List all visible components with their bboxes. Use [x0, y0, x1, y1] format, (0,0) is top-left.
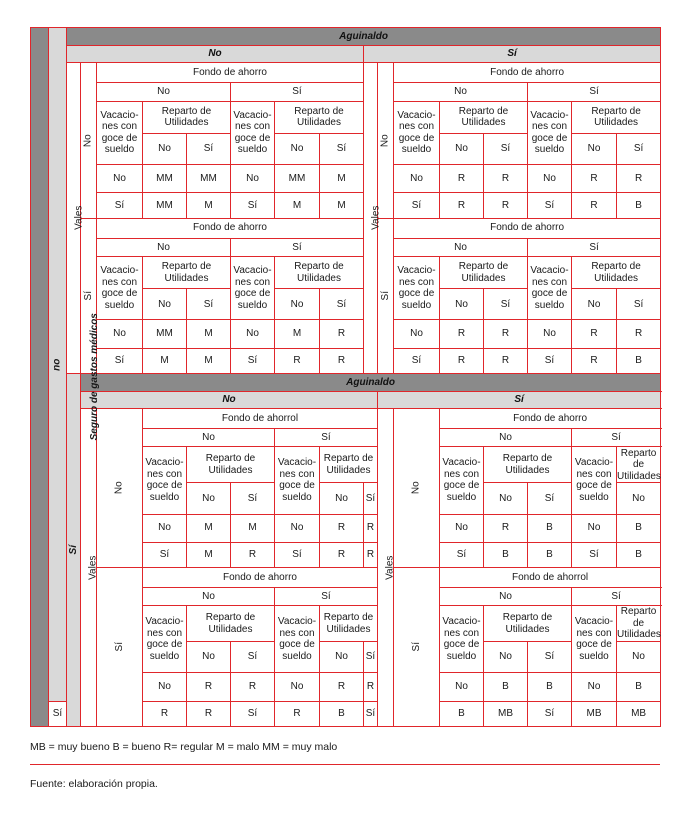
- table-cell: R: [440, 348, 484, 373]
- fondo-si-header: Sí: [572, 588, 661, 606]
- rotated-label: No: [82, 134, 94, 147]
- table-cell: R: [275, 701, 320, 726]
- evaluation-table: [30, 27, 661, 727]
- reparto-option: No: [572, 289, 617, 320]
- reparto-option: Sí: [364, 483, 378, 514]
- table-cell: Sí: [97, 193, 143, 218]
- table-cell: No: [528, 320, 572, 348]
- table-cell: Sí: [97, 348, 143, 373]
- fondo-si-header: Sí: [572, 429, 661, 447]
- reparto-header: Reparto de Utilidades: [617, 606, 661, 641]
- table-cell: R: [617, 320, 661, 348]
- table-cell: No: [275, 673, 320, 701]
- reparto-option: Sí: [528, 642, 572, 673]
- table-cell: R: [231, 542, 275, 567]
- table-cell: Sí: [528, 348, 572, 373]
- table-cell: R: [484, 320, 528, 348]
- vacaciones-header: Vacacio-nes con goce de sueldo: [440, 447, 484, 514]
- reparto-option: Sí: [320, 133, 364, 164]
- table-cell: Sí: [394, 193, 440, 218]
- table-cell: No: [572, 514, 617, 542]
- reparto-header: Reparto de Utilidades: [440, 101, 528, 133]
- table-cell: No: [528, 165, 572, 193]
- block-side-label: [49, 28, 67, 702]
- table-cell: R: [484, 165, 528, 193]
- table-cell: B: [484, 542, 528, 567]
- table-cell: No: [231, 165, 275, 193]
- table-cell: MM: [143, 165, 187, 193]
- rotated-label: Sí: [379, 290, 391, 301]
- aguinaldo-header: Aguinaldo: [67, 28, 661, 46]
- vacaciones-header: Vacacio-nes con goce de sueldo: [394, 101, 440, 165]
- vacaciones-header: Vacacio-nes con goce de sueldo: [231, 101, 275, 165]
- fondo-header: Fondo de ahorro: [97, 218, 364, 238]
- reparto-option: No: [484, 642, 528, 673]
- table-cell: No: [440, 514, 484, 542]
- table-cell: M: [143, 348, 187, 373]
- table-cell: Sí: [528, 701, 572, 726]
- reparto-header: Reparto de Utilidades: [484, 606, 572, 642]
- vacaciones-header: Vacacio-nes con goce de sueldo: [394, 256, 440, 320]
- table-cell: No: [143, 514, 187, 542]
- table-cell: B: [440, 701, 484, 726]
- vacaciones-header: Vacacio-nes con goce de sueldo: [231, 256, 275, 320]
- vales-label: [378, 409, 394, 727]
- reparto-option: No: [320, 642, 364, 673]
- reparto-header: Reparto de Utilidades: [320, 447, 378, 483]
- table-cell: R: [440, 193, 484, 218]
- table-cell: MB: [484, 701, 528, 726]
- table-cell: Sí: [364, 701, 378, 726]
- table-cell: M: [187, 542, 231, 567]
- rotated-label: No: [410, 481, 422, 495]
- vacaciones-header: Vacacio-nes con goce de sueldo: [572, 447, 617, 514]
- table-cell: R: [187, 701, 231, 726]
- reparto-option: Sí: [231, 642, 275, 673]
- vales-option-label: [97, 409, 143, 568]
- table-cell: No: [97, 165, 143, 193]
- table-cell: No: [394, 320, 440, 348]
- vales-label: [364, 63, 382, 374]
- table-cell: R: [440, 320, 484, 348]
- table-cell: B: [528, 514, 572, 542]
- table-cell: MM: [187, 165, 231, 193]
- aguinaldo-si-header: Sí: [364, 46, 661, 63]
- table-cell: MM: [143, 320, 187, 348]
- fondo-si-header: Sí: [231, 238, 364, 256]
- vacaciones-header: Vacacio-nes con goce de sueldo: [440, 606, 484, 673]
- table-cell: No: [440, 673, 484, 701]
- table-body: [31, 28, 661, 727]
- table-cell: R: [484, 514, 528, 542]
- reparto-header: Reparto de Utilidades: [187, 447, 275, 483]
- reparto-option: Sí: [484, 133, 528, 164]
- fondo-no-header: No: [97, 238, 231, 256]
- rotated-label: Vales: [87, 555, 99, 580]
- rotated-label: Seguro de gastos médicos: [88, 313, 100, 441]
- table-cell: M: [320, 165, 364, 193]
- reparto-option: Sí: [364, 642, 378, 673]
- reparto-option: Sí: [187, 289, 231, 320]
- table-cell: No: [97, 320, 143, 348]
- fondo-si-header: Sí: [528, 238, 661, 256]
- rotated-label: Sí: [82, 290, 94, 301]
- table-cell: M: [187, 193, 231, 218]
- table-cell: R: [572, 348, 617, 373]
- table-cell: B: [320, 701, 364, 726]
- fondo-si-header: Sí: [275, 429, 378, 447]
- reparto-option: No: [617, 642, 661, 673]
- reparto-option: Sí: [617, 289, 661, 320]
- table-cell: MB: [572, 701, 617, 726]
- table-cell: M: [275, 193, 320, 218]
- reparto-header: Reparto de Utilidades: [617, 447, 661, 482]
- table-cell: Sí: [275, 542, 320, 567]
- table-cell: R: [320, 542, 364, 567]
- fondo-header: Fondo de ahorro: [143, 567, 378, 587]
- reparto-header: Reparto de Utilidades: [572, 101, 661, 133]
- vales-option-label: [394, 409, 440, 568]
- table-cell: MM: [275, 165, 320, 193]
- table-cell: B: [528, 542, 572, 567]
- table-cell: No: [275, 514, 320, 542]
- reparto-option: Sí: [484, 289, 528, 320]
- table-cell: R: [320, 673, 364, 701]
- table-cell: M: [275, 320, 320, 348]
- vales-option-label: [394, 567, 440, 726]
- reparto-option: No: [320, 483, 364, 514]
- legend-text: MB = muy bueno B = bueno R= regular M = malo MM = muy malo: [30, 741, 338, 753]
- reparto-option: No: [440, 289, 484, 320]
- reparto-option: No: [187, 483, 231, 514]
- block-side-label: [67, 373, 81, 726]
- vales-label: [67, 63, 85, 374]
- vales-label: [81, 409, 97, 727]
- reparto-option: No: [275, 133, 320, 164]
- table-cell: R: [320, 348, 364, 373]
- table-cell: R: [364, 542, 378, 567]
- reparto-option: No: [617, 483, 661, 514]
- table-cell: R: [572, 165, 617, 193]
- fondo-no-header: No: [143, 429, 275, 447]
- table-cell: B: [617, 193, 661, 218]
- table-cell: Sí: [528, 193, 572, 218]
- rotated-label: Vales: [73, 205, 85, 231]
- vacaciones-header: Vacacio-nes con goce de sueldo: [143, 447, 187, 514]
- table-cell: R: [440, 165, 484, 193]
- table-cell: Sí: [440, 542, 484, 567]
- table-cell: MM: [143, 193, 187, 218]
- fondo-si-header: Sí: [231, 83, 364, 101]
- rotated-label: Sí: [67, 545, 79, 555]
- vacaciones-header: Vacacio-nes con goce de sueldo: [528, 256, 572, 320]
- reparto-option: No: [275, 289, 320, 320]
- table-cell: B: [617, 348, 661, 373]
- reparto-option: No: [572, 133, 617, 164]
- fondo-no-header: No: [440, 588, 572, 606]
- reparto-header: Reparto de Utilidades: [572, 256, 661, 288]
- fondo-header: Fondo de ahorro: [97, 63, 364, 83]
- table-cell: Sí: [231, 701, 275, 726]
- table-cell: R: [617, 165, 661, 193]
- vacaciones-header: Vacacio-nes con goce de sueldo: [97, 256, 143, 320]
- reparto-header: Reparto de Utilidades: [440, 256, 528, 288]
- fondo-header: Fondo de ahorro: [394, 218, 661, 238]
- table-cell: No: [394, 165, 440, 193]
- reparto-header: Reparto de Utilidades: [275, 101, 364, 133]
- table-cell: MB: [617, 701, 661, 726]
- fondo-header: Fondo de ahorro: [440, 409, 661, 429]
- rotated-label: no: [51, 358, 63, 371]
- table-cell: B: [528, 673, 572, 701]
- vacaciones-header: Vacacio-nes con goce de sueldo: [528, 101, 572, 165]
- table-cell: M: [187, 514, 231, 542]
- aguinaldo-si-header: Sí: [378, 391, 661, 408]
- reparto-option: No: [440, 133, 484, 164]
- fondo-no-header: No: [143, 588, 275, 606]
- fondo-no-header: No: [394, 238, 528, 256]
- table-cell: Sí: [49, 701, 67, 726]
- table-cell: R: [484, 348, 528, 373]
- reparto-option: Sí: [617, 133, 661, 164]
- vales-option-label: [378, 63, 394, 218]
- fondo-no-header: No: [97, 83, 231, 101]
- reparto-option: No: [187, 642, 231, 673]
- reparto-option: Sí: [187, 133, 231, 164]
- fondo-no-header: No: [394, 83, 528, 101]
- reparto-option: Sí: [320, 289, 364, 320]
- reparto-option: Sí: [528, 483, 572, 514]
- aguinaldo-no-header: No: [67, 46, 364, 63]
- fondo-si-header: Sí: [275, 588, 378, 606]
- table-cell: Sí: [231, 193, 275, 218]
- table-cell: R: [320, 320, 364, 348]
- table-cell: B: [484, 673, 528, 701]
- rotated-label: No: [379, 134, 391, 147]
- reparto-option: No: [143, 289, 187, 320]
- reparto-header: Reparto de Utilidades: [143, 101, 231, 133]
- reparto-header: Reparto de Utilidades: [320, 606, 378, 642]
- divider: [30, 764, 660, 765]
- table-cell: M: [187, 320, 231, 348]
- table-cell: R: [320, 514, 364, 542]
- table-cell: M: [187, 348, 231, 373]
- table-cell: No: [572, 673, 617, 701]
- reparto-header: Reparto de Utilidades: [187, 606, 275, 642]
- vacaciones-header: Vacacio-nes con goce de sueldo: [97, 101, 143, 165]
- table-cell: B: [617, 514, 661, 542]
- table-cell: M: [320, 193, 364, 218]
- table-cell: R: [275, 348, 320, 373]
- table-cell: R: [364, 673, 378, 701]
- reparto-header: Reparto de Utilidades: [143, 256, 231, 288]
- fondo-header: Fondo de ahorrol: [440, 567, 661, 587]
- table-cell: R: [484, 193, 528, 218]
- table-cell: M: [231, 514, 275, 542]
- reparto-option: No: [143, 133, 187, 164]
- aguinaldo-header: Aguinaldo: [81, 373, 661, 391]
- vales-option-label: [97, 567, 143, 726]
- table-cell: B: [617, 673, 661, 701]
- rotated-label: Sí: [113, 642, 125, 652]
- source-text: Fuente: elaboración propia.: [30, 778, 158, 790]
- reparto-option: Sí: [231, 483, 275, 514]
- fondo-header: Fondo de ahorrol: [143, 409, 378, 429]
- fondo-header: Fondo de ahorro: [394, 63, 661, 83]
- table-cell: R: [364, 514, 378, 542]
- reparto-header: Reparto de Utilidades: [275, 256, 364, 288]
- table-cell: R: [187, 673, 231, 701]
- vacaciones-header: Vacacio-nes con goce de sueldo: [275, 447, 320, 514]
- fondo-si-header: Sí: [528, 83, 661, 101]
- reparto-header: Reparto de Utilidades: [484, 447, 572, 483]
- rotated-label: Sí: [410, 642, 422, 652]
- table-cell: R: [231, 673, 275, 701]
- table-cell: Sí: [143, 542, 187, 567]
- table-cell: R: [143, 701, 187, 726]
- table-cell: No: [231, 320, 275, 348]
- table-cell: No: [143, 673, 187, 701]
- table-cell: R: [572, 193, 617, 218]
- rotated-label: No: [113, 481, 125, 495]
- rotated-label: Vales: [384, 555, 396, 580]
- reparto-option: No: [484, 483, 528, 514]
- table-cell: Sí: [572, 542, 617, 567]
- vacaciones-header: Vacacio-nes con goce de sueldo: [143, 606, 187, 673]
- vales-option-label: [378, 218, 394, 373]
- table-cell: R: [572, 320, 617, 348]
- aguinaldo-no-header: No: [81, 391, 378, 408]
- vacaciones-header: Vacacio-nes con goce de sueldo: [572, 606, 617, 673]
- fondo-no-header: No: [440, 429, 572, 447]
- rotated-label: Vales: [370, 205, 382, 231]
- table-cell: Sí: [394, 348, 440, 373]
- table-cell: Sí: [231, 348, 275, 373]
- table-cell: B: [617, 542, 661, 567]
- vacaciones-header: Vacacio-nes con goce de sueldo: [275, 606, 320, 673]
- vales-option-label: [81, 63, 97, 218]
